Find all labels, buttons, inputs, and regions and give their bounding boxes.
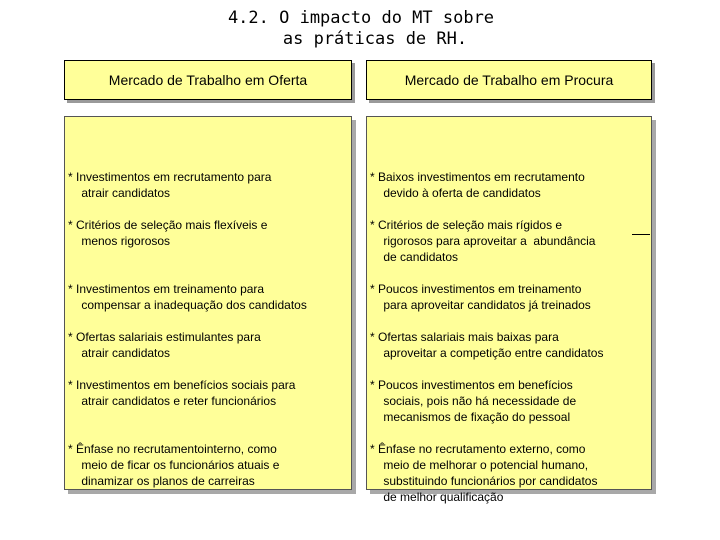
procura-item-6: * Ênfase no recrutamento externo, como meio de melhorar o potencial humano, substituindo funcionários por candidatos de melhor qualificação [370,442,598,504]
header-oferta: Mercado de Trabalho em Oferta [64,60,352,100]
title-line-1: 4.2. O impacto do MT sobre [227,8,495,28]
header-procura: Mercado de Trabalho em Procura [366,60,652,100]
row-divider [632,234,650,235]
procura-item-1: * Baixos investimentos em recrutamento devido à oferta de candidatos [370,170,585,200]
oferta-item-4: * Ofertas salariais estimulantes para atrair candidatos [68,330,261,360]
oferta-item-3: * Investimentos em treinamento para compensar a inadequação dos candidatos [68,282,307,312]
oferta-item-5: * Investimentos em benefícios sociais para atrair candidatos e reter funcionários [68,378,296,408]
procura-item-4: * Ofertas salariais mais baixas para aproveitar a competição entre candidatos [370,330,604,360]
title-line-2: as práticas de RH. [282,29,468,49]
slide-title [0,8,720,50]
oferta-item-1: * Investimentos em recrutamento para atrair candidatos [68,170,272,200]
oferta-item-6: * Ênfase no recrutamentointerno, como meio de ficar os funcionários atuais e dinamizar os planos de carreiras [68,442,280,488]
procura-item-3: * Poucos investimentos em treinamento para aproveitar candidatos já treinados [370,282,591,312]
procura-item-2: * Critérios de seleção mais rígidos e rigorosos para aproveitar a abundância de candidatos [370,218,596,264]
procura-item-5: * Poucos investimentos em benefícios sociais, pois não há necessidade de mecanismos de fixação do pessoal [370,378,577,424]
oferta-item-2: * Critérios de seleção mais flexíveis e menos rigorosos [68,218,268,248]
